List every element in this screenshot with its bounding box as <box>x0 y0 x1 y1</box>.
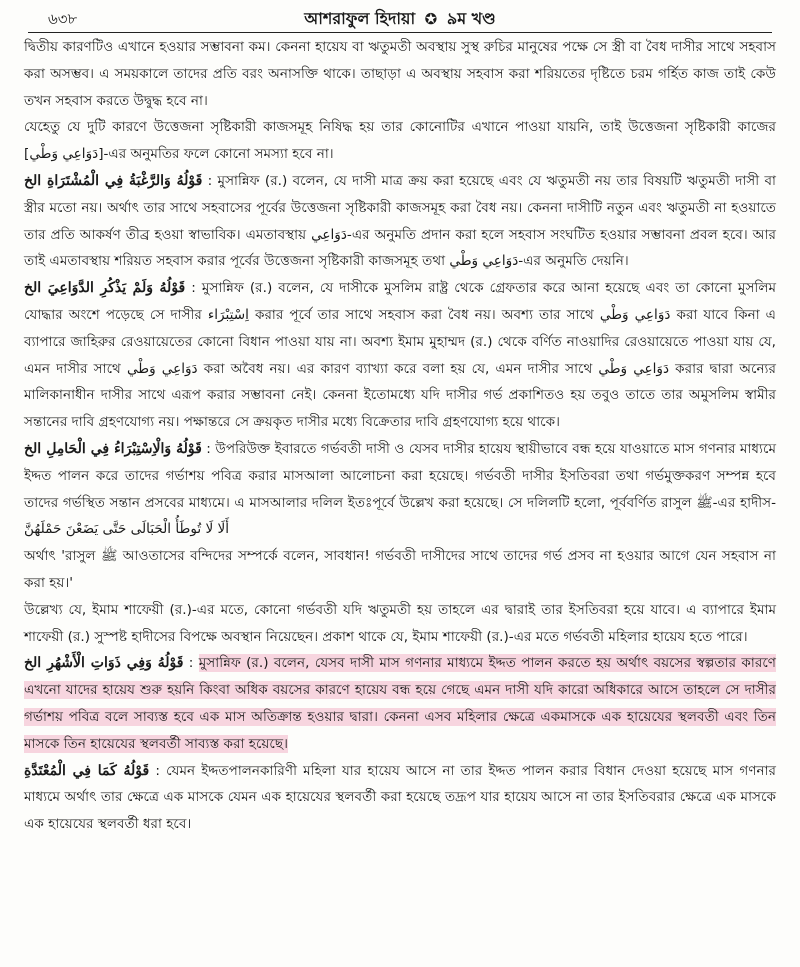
paragraph-8 <box>24 650 776 757</box>
paragraph-text: দ্বিতীয় কারণটিও এখানে হওয়ার সম্ভাবনা কম। কেননা হায়েয বা ঋতুমতী অবস্থায় সুস্থ রুচির মানুষের পক্ষে সে স্ত্রী বা বৈধ দাসীর সাথে সহবাস করা অসম্ভব। এ সময়কালে তাদের প্রতি বরং অনাসক্তি থাকে। তাছাড়া এ অবস্থায় সহবাস করা শরিয়তের দৃষ্টিতে চরম গর্হিত কাজ তাই কেউ তখন সহবাস করতে উদ্বুদ্ধ হবে না। <box>24 39 776 109</box>
running-title <box>28 6 772 33</box>
highlighted-text: মুসান্নিফ (র.) বলেন, যেসব দাসী মাস গণনার মাধ্যমে ইদ্দত পালন করতে হয় অর্থাৎ বয়সের স্বল্পতার কারণে এখনো যাদের হায়েয শুরু হয়নি কিংবা অধিক বয়সের কারণে হায়েয বন্ধ হয়ে গেছে এমন দাসী যদি কারো অধিকারে আসে তাহলে সে দাসীর গর্ভাশয় পবিত্র বলে সাব্যস্ত হবে এক মাস অতিক্রান্ত হওয়ার দ্বারা। কেননা এসব মহিলার ক্ষেত্রে একমাসকে এক হায়েযের স্থলবতী এবং তিন মাসকে তিন হায়েযের স্থলবর্তী সাব্যস্ত করা হয়েছে। <box>24 655 776 752</box>
page-header <box>28 4 772 33</box>
paragraph-text: : <box>183 655 199 672</box>
paragraph-text: অর্থাৎ 'রাসুল ﷺ আওতাসের বন্দিদের সম্পর্কে বলেন, সাবধান! গর্ভবতী দাসীদের সাথে তাদের গর্ভ প্রসব না হওয়ার আগে যেন সহবাস না করা হয়।' <box>24 548 776 591</box>
arabic-lead-phrase: قَوْلُهُ وَالْاِسْتِبْرَاءُ فِي الْحَامِلِ الخ <box>24 440 202 457</box>
star-separator-icon: ✪ <box>424 10 438 28</box>
paragraph-text: যেহেতু যে দুটি কারণে উত্তেজনা সৃষ্টিকারী কাজসমূহ নিষিদ্ধ হয় তার কোনোটির এখানে পাওয়া যায়নি, তাই উত্তেজনা সৃষ্টিকারী কাজের [دَوَاعِي وَطْي]-এর অনুমতির ফলে কোনো সমস্যা হবে না। <box>24 119 776 163</box>
paragraph-3 <box>24 168 776 275</box>
arabic-lead-phrase: قَوْلُهُ وَفِي ذَوَاتِ الْأَشْهُرِ الخ <box>24 655 184 672</box>
paragraph-text: : উপরিউক্ত ইবারতে গর্ভবতী দাসী ও যেসব দাসীর হায়েয স্থায়ীভাবে বন্ধ হয়ে যাওয়াতে মাস গণনার মাধ্যমে ইদ্দত পালন করে তাদের গর্ভাশয় পবিত্র করার মাসআলা আলোচনা করা হয়েছে। গর্ভবতী দাসীর ইসতিবরা তথা গর্ভমুক্তকরণ সম্পন্ন হবে তাদের গর্ভস্থিত সন্তান প্রসবের মাধ্যমে। এ মাসআলার দলিল ইতঃপূর্বে উল্লেখ করা হয়েছে। সে দলিলটি হলো, পূর্ববর্ণিত রাসুল ﷺ-এর হাদীস- أَلَا لَا تُوطَأُ الْحَبَالَى حَتَّى يَضَعْنَ حَمْلَهُنَّ <box>24 440 777 538</box>
paragraph-6 <box>24 543 776 597</box>
paragraph-2 <box>24 114 776 168</box>
arabic-lead-phrase: قَوْلُهُ كَمَا فِي الْمُعْتَدَّةِ <box>24 762 150 779</box>
page-number: ৬৩৮ <box>48 10 78 28</box>
paragraph-text: উল্লেখ্য যে, ইমাম শাফেয়ী (র.)-এর মতে, কোনো গর্ভবতী যদি ঋতুমতী হয় তাহলে এর দ্বারাই তার ইসতিবরা হয়ে যাবে। এ ব্যাপারে ইমাম শাফেয়ী (র.) সুস্পষ্ট হাদীসের বিপক্ষে অবস্থান নিয়েছেন। প্রকাশ থাকে যে, ইমাম শাফেয়ী (র.)-এর মতে গর্ভবতী মহিলার হায়েয হতে পারে। <box>24 601 776 645</box>
arabic-lead-phrase: قَوْلُهُ وَالرَّغْبَةُ فِي الْمُشْتَرَاةِ الخ <box>24 172 203 189</box>
arabic-lead-phrase: قَوْلُهُ وَلَمْ يَذْكُرِ الدَّوَاعِيَ الخ <box>24 280 186 297</box>
paragraph-4 <box>24 275 776 436</box>
volume-label: ৯ম খণ্ড <box>446 9 496 28</box>
book-title: আশরাফুল হিদায়া <box>304 9 416 28</box>
paragraph-5 <box>24 436 776 543</box>
paragraph-7 <box>24 597 776 651</box>
page-body <box>24 34 776 838</box>
paragraph-text: : যেমন ইদ্দতপালনকারিণী মহিলা যার হায়েয আসে না তার ইদ্দত পালন করার বিধান দেওয়া হয়েছে মাস গণনার মাধ্যমে অর্থাৎ তার ক্ষেত্রে এক মাসকে যেমন এক হায়েযের স্থলবর্তী করা হয়েছে তদ্রূপ যার হায়েয আসে না তার ইসতিবরার ক্ষেত্রে এক মাসকে এক হায়েযের স্থলবর্তী ধরা হবে। <box>24 762 776 833</box>
paragraph-9 <box>24 758 776 838</box>
paragraph-1 <box>24 34 776 114</box>
paragraph-text: : মুসান্নিফ (র.) বলেন, যে দাসী মাত্র ক্রয় করা হয়েছে এবং যে ঋতুমতী নয় তার বিষয়টি ঋতুমতী দাসী বা স্ত্রীর মতো নয়। অর্থাৎ তার সাথে সহবাসের পূর্বের উত্তেজনা সৃষ্টিকারী কাজসমূহ করা বৈধ নয়। কেননা দাসীটি নতুন এবং ঋতুমতী না হওয়াতে তার প্রতি আকর্ষণ তীব্র হওয়া স্বাভাবিক। এমতাবস্থায় دَوَاعِي-এর অনুমতি প্রদান করা হলে সহবাস সংঘটিত হওয়ার সম্ভাবনা প্রবল হবে। আর তাই এমতাবস্থায় শরিয়ত সহবাস করার পূর্বের উত্তেজনা সৃষ্টিকারী কাজসমূহ তথা دَوَاعِي وَطْي-এর অনুমতি দেয়নি। <box>24 172 776 270</box>
paragraph-text: : মুসান্নিফ (র.) বলেন, যে দাসীকে মুসলিম রাষ্ট্র থেকে গ্রেফতার করে আনা হয়েছে এবং তা কোনো মুসলিম যোদ্ধার অংশে পড়েছে সে দাসীর اِسْتِبْرَاء করার পূর্বে তার সাথে সহবাস করা বৈধ নয়। অবশ্য তার সাথে دَوَاعِي وَطْي করা যাবে কিনা এ ব্যাপারে জাহিরুর রেওয়ায়েতের কোনো বিধান পাওয়া যায় না। অবশ্য ইমাম মুহাম্মদ (র.) থেকে বর্ণিত নাওয়াদির রেওয়ায়েতে পাওয়া যায় যে, এমন দাসীর সাথে دَوَاعِي وَطْي করা অবৈধ নয়। এর কারণ ব্যাখ্যা করে বলা হয় যে, এমন দাসীর সাথে دَوَاعِي وَطْي করার দ্বারা অন্যের মালিকানাধীন দাসীর সাথে এরূপ করার সম্ভাবনা নেই। কেননা ইতোমধ্যে যদি দাসীর গর্ভ প্রকাশিতও হয় তবুও তাতে তার অমুসলিম স্বামীর সন্তানের দাবি গ্রহণযোগ্য নয়। পক্ষান্তরে সে ক্রয়কৃত দাসীর মধ্যে বিক্রেতার দাবি গ্রহণযোগ্য হয়ে থাকে। <box>24 280 777 431</box>
